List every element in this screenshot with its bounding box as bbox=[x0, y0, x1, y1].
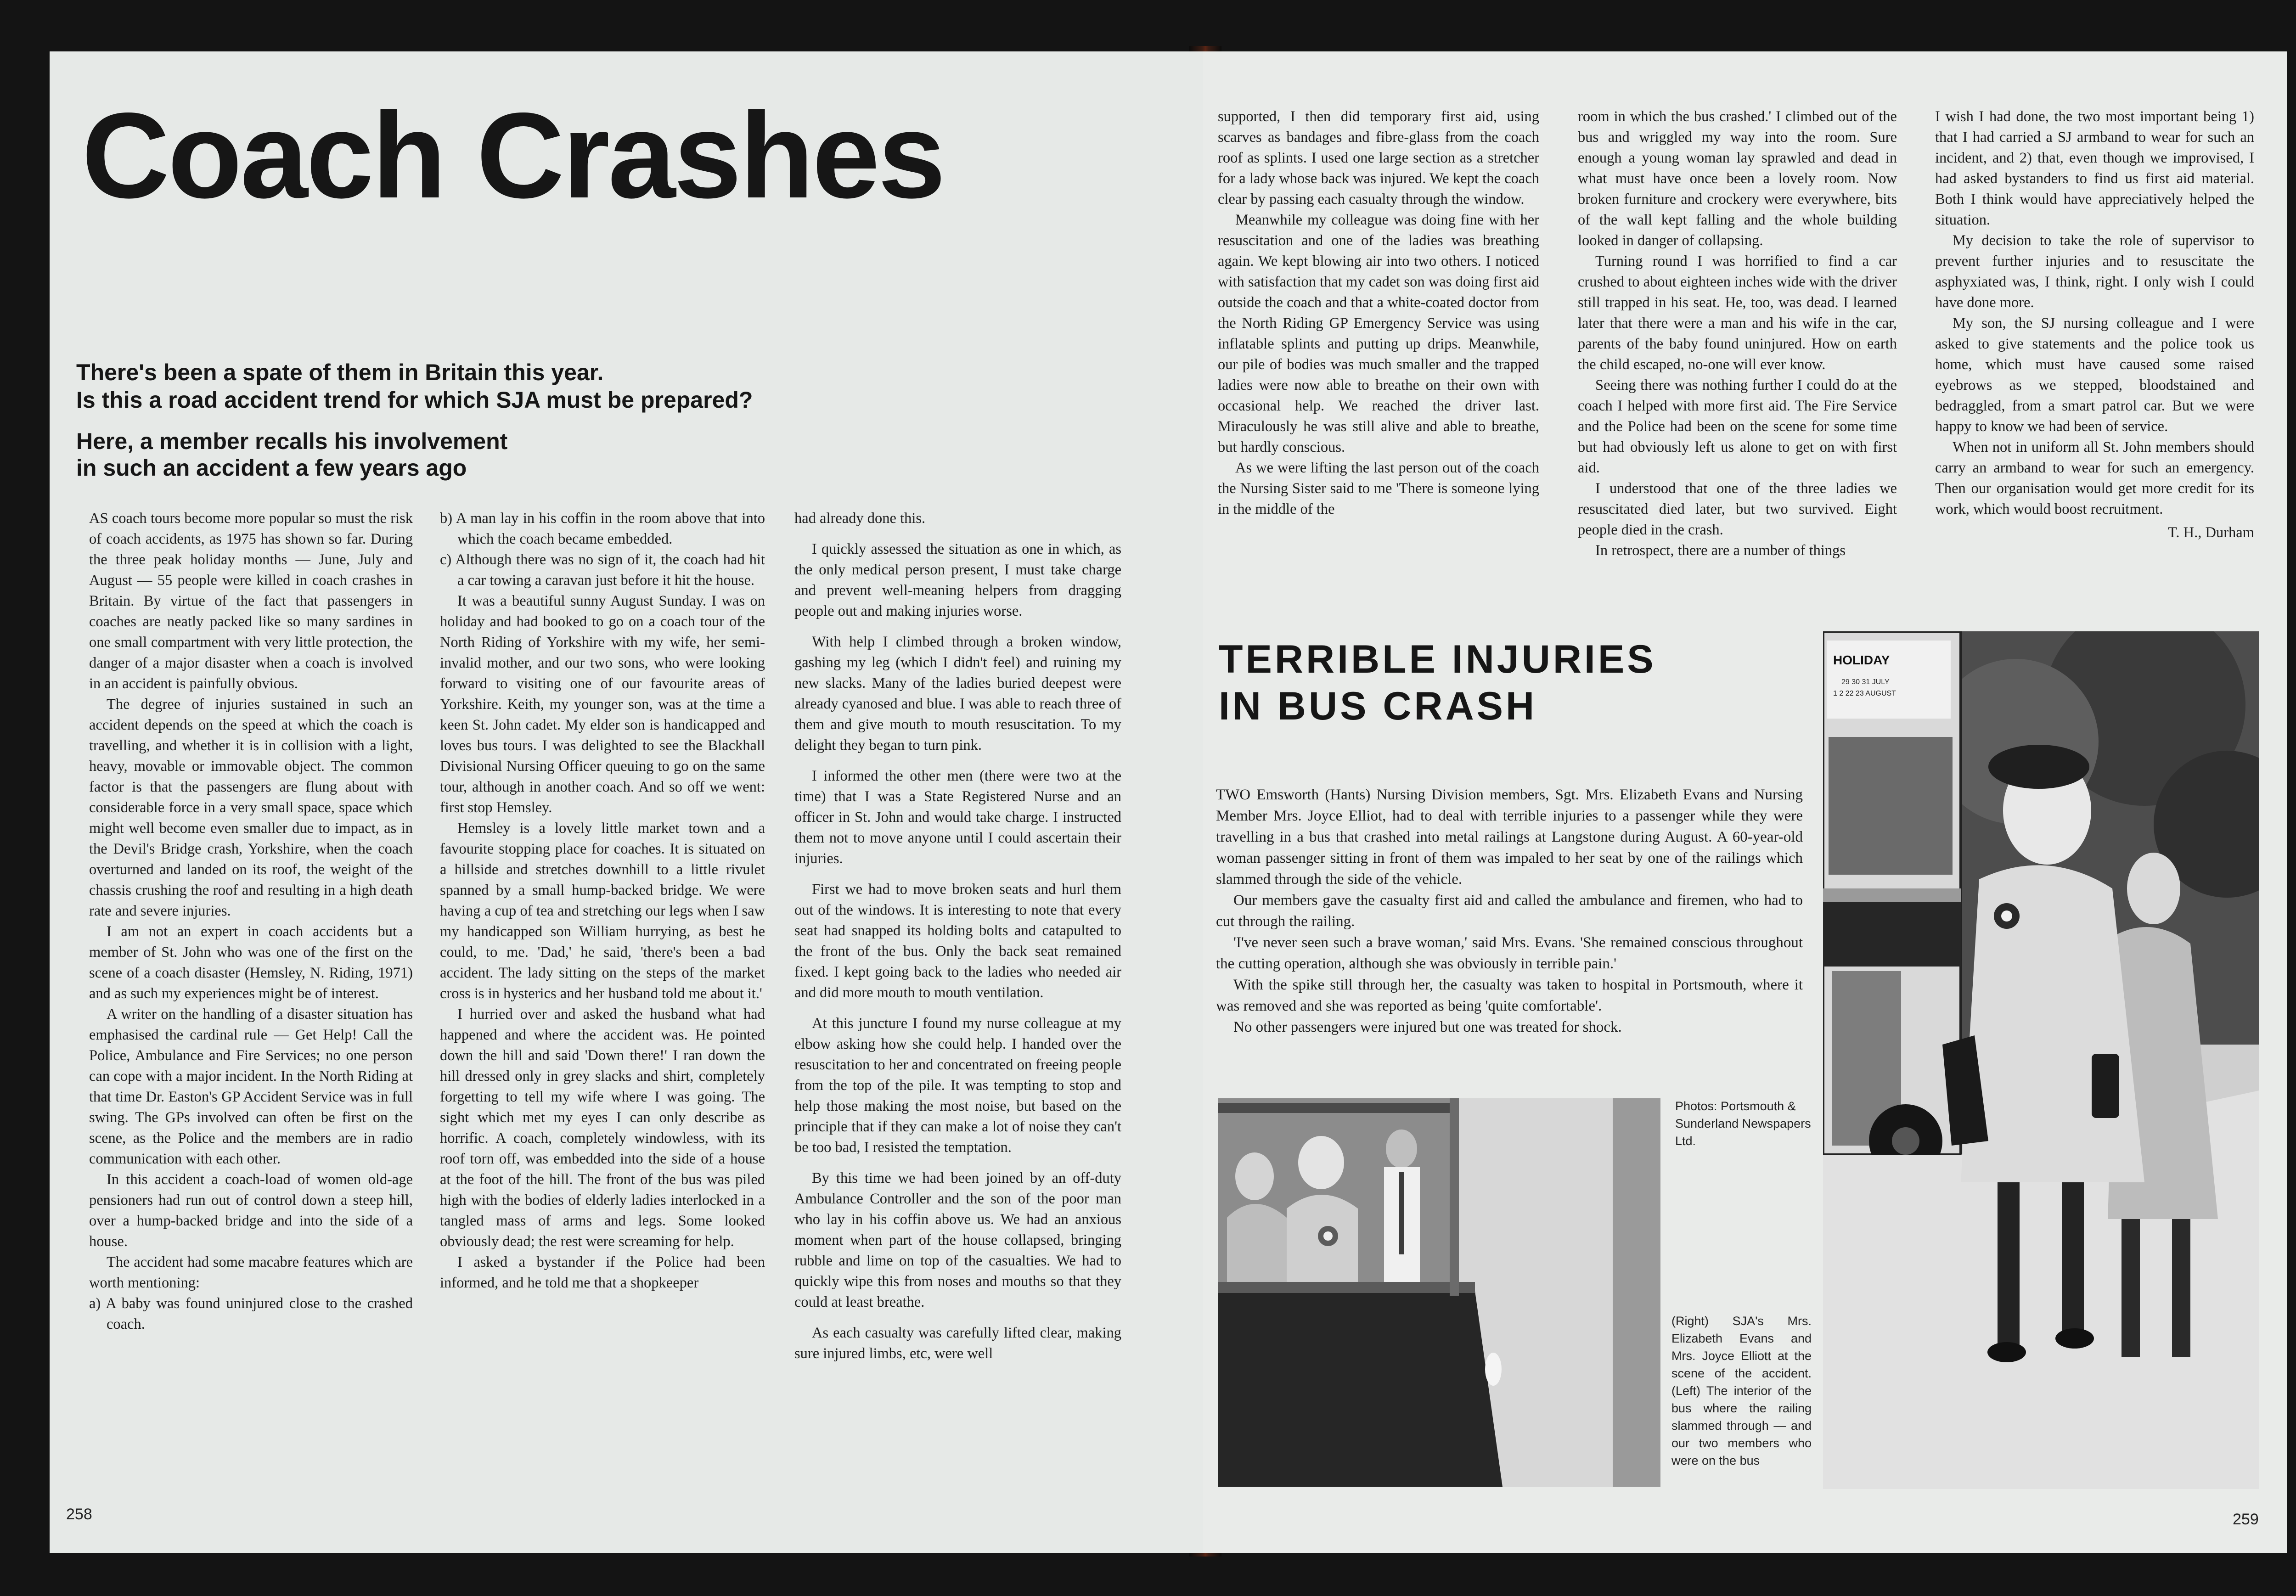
nurses-at-scene-photo bbox=[1823, 631, 2259, 1489]
paragraph: AS coach tours become more popular so must the risk of coach accidents, as 1975 has shown so far. During the three peak holiday months — June, July and August — 55 people were killed in coach crashes in Britain. By virtue of the fact that passengers in coaches are neatly packed like so many sardines in one small compartment with very little protection, the danger of a major disaster when a coach is involved in an accident is painfully obvious. bbox=[89, 510, 413, 692]
paragraph: I wish I had done, the two most important being 1) that I had carried a SJ armband to wear for such an incident, and 2) that, even though we improvised, I had asked bystanders to find us first aid material. Both I think would have appreciatively helped the situation. bbox=[1935, 108, 2254, 228]
paragraph: First we had to move broken seats and hurl them out of the windows. It is interesting to note that every seat had snapped its holding bolts and catapulted to the front of the bus. Only the back seat remained fixed. I kept going back to the ladies who needed air and did more mouth to mouth ventilation. bbox=[794, 881, 1121, 1001]
paragraph: I quickly assessed the situation as one in which, as the only medical person present, I must take charge and prevent well-meaning helpers from dragging people out and making injuries worse. bbox=[794, 541, 1121, 619]
paragraph: By this time we had been joined by an off-duty Ambulance Controller and the son of the poor man who lay in his coffin above us. We had an anxious moment when part of the house collapsed, bringing rubble and lime on top of the casualties. We had to quickly wipe this from noses and mouths so that they could at least breathe. bbox=[794, 1170, 1121, 1310]
bus-interior-photo bbox=[1218, 1098, 1660, 1487]
bus-interior-illustration bbox=[1218, 1098, 1660, 1487]
paragraph: TWO Emsworth (Hants) Nursing Division members, Sgt. Mrs. Elizabeth Evans and Nursing Member Mrs. Joyce Elliot, had to deal with terrible injuries to a passenger while they were travelling in a bus that crashed into metal railings at Langstone during August. A 60-year-old woman passenger sitting in front of them was impaled to her seat by one of the railings which slammed through the side of the vehicle. bbox=[1216, 787, 1803, 888]
paragraph: As we were lifting the last person out of the coach the Nursing Sister said to me 'There is someone lying in the middle of the bbox=[1218, 460, 1539, 517]
paragraph: In this accident a coach-load of women old-age pensioners had run out of control down a steep hill, over a hump-backed bridge and into the side of a house. bbox=[89, 1171, 413, 1250]
paragraph: I understood that one of the three ladies we resuscitated died later, but two survived. Eight people died in the crash. bbox=[1578, 480, 1897, 538]
paragraph: I asked a bystander if the Police had been informed, and he told me that a shopkeeper bbox=[440, 1254, 765, 1291]
paragraph: My son, the SJ nursing colleague and I were asked to give statements and the police took us home, which must have caused some raised eyebrows as we stepped, bloodstained and bedraggled, from a smart patrol car. But we were happy to know we had been of service. bbox=[1935, 315, 2254, 435]
bus-destination-text: HOLIDAY bbox=[1833, 653, 1890, 667]
paragraph: In retrospect, there are a number of things bbox=[1595, 542, 1846, 559]
left-page bbox=[50, 51, 1211, 1553]
paragraph: No other passengers were injured but one was treated for shock. bbox=[1233, 1019, 1622, 1035]
paragraph: b) A man lay in his coffin in the room above that into which the coach became embedded. bbox=[440, 510, 765, 547]
deck-line-1: There's been a spate of them in Britain this year. bbox=[76, 360, 604, 385]
paragraph: a) A baby was found uninjured close to the crashed coach. bbox=[89, 1295, 413, 1332]
paragraph: Our members gave the casualty first aid and called the ambulance and firemen, who had to cut through the railing. bbox=[1216, 892, 1803, 930]
paragraph: Hemsley is a lovely little market town and a favourite stopping place for coaches. It is situated on a hillside and stretches downhill to a little rivulet spanned by a small hump-backed bridge. We were having a cup of tea and stretching our legs when I saw my handicapped son William hurrying, as best he could, to me. 'Dad,' he said, 'there's been a bad accident. The lady sitting on the steps of the market cross is in hysterics and her husband told me about it.' bbox=[440, 820, 765, 1002]
paragraph: Seeing there was nothing further I could do at the coach I helped with more first aid. The Fire Service and the Police had been on the scene for some time but had obviously left us alone to get on with first aid. bbox=[1578, 377, 1897, 476]
paragraph: I informed the other men (there were two at the time) that I was a State Registered Nurse and an officer in St. John and would take charge. I instructed them not to move anyone until I could ascertain their injuries. bbox=[794, 768, 1121, 867]
box-story bbox=[1216, 784, 1803, 1038]
paragraph: Turning round I was horrified to find a car crushed to about eighteen inches wide with the driver still trapped in his seat. He, too, was dead. I learned later that there were a man and his wife in the car, parents of the baby found uninjured. How on earth the child escaped, no-one will ever know. bbox=[1578, 253, 1897, 373]
paragraph: c) Although there was no sign of it, the coach had hit a car towing a caravan just before it hit the house. bbox=[440, 551, 765, 589]
photo-credit: Photos: Portsmouth & Sunderland Newspapers Ltd. bbox=[1675, 1099, 1811, 1148]
deck-line-4: in such an accident a few years ago bbox=[76, 455, 467, 481]
box-headline bbox=[1219, 636, 1656, 730]
paragraph: The degree of injuries sustained in such an accident depends on the speed at which the coach is travelling, and whether it is in collision with a light, heavy, movable or immovable object. The common factor is that the passengers are flung about with considerable force in a very small space, space which might well become even smaller due to impact, as in the Devil's Bridge crash, Yorkshire, when the coach overturned and landed on its roof, the weight of the chassis crushing the roof and resulting in a high death rate and severe injuries. bbox=[89, 696, 413, 919]
left-column-3 bbox=[794, 508, 1121, 1364]
paragraph: With help I climbed through a broken window, gashing my leg (which I didn't feel) and ruining my new slacks. Many of the ladies buried deepest were already cyanosed and blue. I was able to reach three of them and give mouth to mouth resuscitation. To my delight they began to turn pink. bbox=[794, 634, 1121, 753]
paragraph: With the spike still through her, the casualty was taken to hospital in Portsmouth, where it was removed and she was reported as being 'quite comfortable'. bbox=[1216, 977, 1803, 1014]
right-column-2 bbox=[1578, 107, 1897, 561]
paragraph: At this juncture I found my nurse colleague at my elbow asking how she could help. I handed over the resuscitation to her and concentrated on freeing people from the top of the pile. It was tempting to stop and help those making the most noise, but based on the principle that if they can make a lot of noise they can't be too bad, I resisted the temptation. bbox=[794, 1015, 1122, 1156]
paragraph: I am not an expert in coach accidents but a member of St. John who was one of the first on the scene of a coach disaster (Hemsley, N. Riding, 1971) and as such my experiences might be of interest. bbox=[89, 923, 413, 1002]
deck-line-2: Is this a road accident trend for which SJA must be prepared? bbox=[76, 387, 753, 413]
bus-destination-dates-2: 1 2 22 23 AUGUST bbox=[1833, 690, 1896, 697]
bus-destination-dates-1: 29 30 31 JULY bbox=[1841, 678, 1890, 686]
paragraph: Meanwhile my colleague was doing fine with her resuscitation and one of the ladies was breathing again. We kept blowing air into two others. I noticed with satisfaction that my cadet son was doing first aid outside the coach and that a white-coated doctor from the North Riding GP Emergency Service was using inflatable splints and putting up drips. Meanwhile, our pile of bodies was much smaller and the trapped ladies were now able to breathe on their own with occasional help. We reached the driver last. Miraculously he was still alive and able to breathe, but hardly conscious. bbox=[1218, 212, 1539, 455]
paragraph: A writer on the handling of a disaster situation has emphasised the cardinal rule — Get Help! Call the Police, Ambulance and Fire Services; no one person can cope with a major incident. In the North Riding at that time Dr. Easton's GP Accident Service was in full swing. The GPs involved can often be first on the scene, as the Police and the members are in radio communication with each other. bbox=[89, 1006, 413, 1167]
paragraph: The accident had some macabre features which are worth mentioning: bbox=[89, 1254, 413, 1291]
right-column-3 bbox=[1935, 107, 2254, 543]
article-title: Coach Crashes bbox=[82, 88, 944, 224]
box-headline-line-2: IN BUS CRASH bbox=[1219, 684, 1537, 728]
paragraph: When not in uniform all St. John members should carry an armband to wear for such an emergency. Then our organisation would get more credit for its work, which would boost recruitment. bbox=[1935, 439, 2254, 517]
box-headline-line-1: TERRIBLE INJURIES bbox=[1219, 637, 1656, 681]
paragraph: As each casualty was carefully lifted clear, making sure injured limbs, etc, were well bbox=[794, 1325, 1121, 1362]
author-signature: T. H., Durham bbox=[2167, 524, 2254, 541]
photo-caption: (Right) SJA's Mrs. Elizabeth Evans and Mrs. Joyce Elliott at the scene of the accident. (Left) The interior of the bus where the railing slammed through — and our two members who were on the bus bbox=[1671, 1314, 1812, 1467]
paragraph: It was a beautiful sunny August Sunday. I was on holiday and had booked to go on a coach tour of the North Riding of Yorkshire with my wife, her semi-invalid mother, and our two sons, who were looking forward to visiting one of our favourite areas of Yorkshire. Keith, my younger son, was at the time a keen St. John cadet. My elder son is handicapped and loves bus tours. I was delighted to see the Blackhall Divisional Nursing Officer queuing to go on the same tour, although in another coach. And so off we went: first stop Hemsley. bbox=[440, 593, 765, 816]
paragraph: I hurried over and asked the husband what had happened and where the accident was. He pointed down the hill and said 'Down there!' I ran down the hill dressed only in grey slacks and shirt, completely forgetting to tell my wife where I was going. The sight which met my eyes I can only describe as horrific. A coach, completely windowless, with its roof torn off, was embedded into the side of a house at the foot of the hill. The front of the bus was piled high with the bodies of elderly ladies interlocked in a tangled mass of arms and legs. Some looked obviously dead; the rest were screaming for help. bbox=[440, 1006, 765, 1250]
page-number-right: 259 bbox=[2233, 1511, 2259, 1528]
paragraph: 'I've never seen such a brave woman,' said Mrs. Evans. 'She remained conscious throughout the cutting operation, although she was obviously in terrible pain.' bbox=[1216, 934, 1803, 972]
page-number-left: 258 bbox=[66, 1506, 92, 1523]
deck-line-3: Here, a member recalls his involvement bbox=[76, 428, 508, 454]
left-column-2 bbox=[440, 508, 765, 1293]
paragraph: supported, I then did temporary first aid, using scarves as bandages and fibre-glass from the coach roof as splints. I used one large section as a stretcher for a lady whose back was injured. We kept the coach clear by passing each casualty through the window. bbox=[1218, 108, 1539, 208]
nurses-scene-illustration bbox=[1823, 631, 2259, 1489]
paragraph: room in which the bus crashed.' I climbed out of the bus and wriggled my way into the room. Sure enough a young woman lay sprawled and dead in what must have once been a lovely room. Now broken furniture and crockery were everywhere, bits of the wall kept falling and the whole building looked in danger of collapsing. bbox=[1578, 108, 1897, 249]
left-column-1 bbox=[89, 508, 413, 1335]
paragraph: My decision to take the role of supervisor to prevent further injuries and to resuscitate the asphyxiated was, I think, right. I only wish I could have done more. bbox=[1935, 232, 2254, 311]
right-column-1 bbox=[1218, 107, 1539, 520]
paragraph: had already done this. bbox=[794, 510, 926, 527]
